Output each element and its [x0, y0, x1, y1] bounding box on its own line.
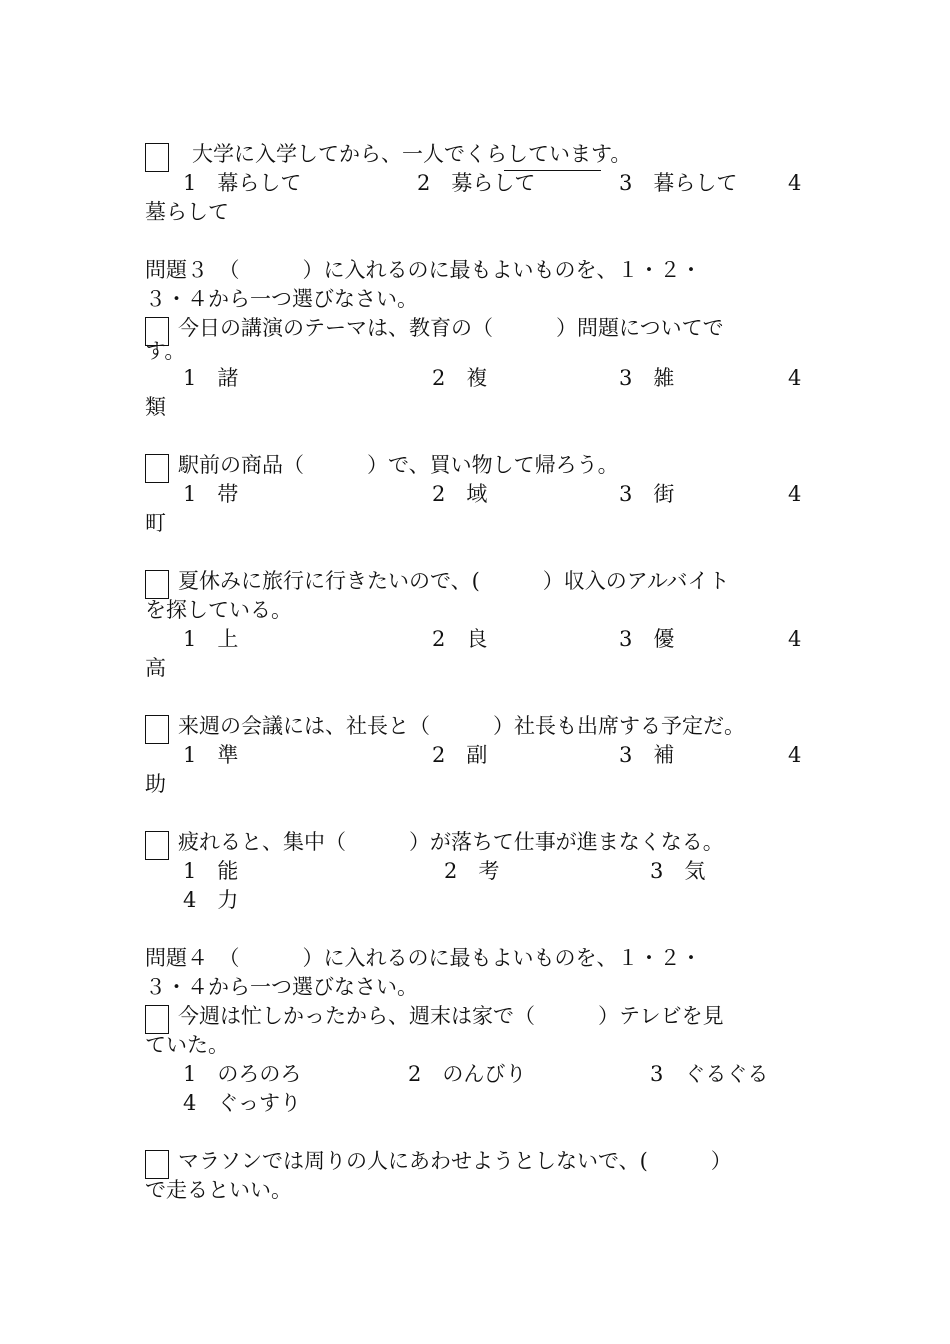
option-2[interactable]: 2 副 [432, 743, 488, 767]
section-instruction-cont: ３・４から一つ選びなさい。 [145, 975, 418, 999]
option-4-text: 墓らして [145, 200, 229, 224]
option-2[interactable]: 2 複 [432, 366, 488, 390]
option-4[interactable]: 4 [788, 482, 802, 506]
question-stem: 大学に入学してから、一人でくらしています。 [192, 142, 632, 166]
answer-checkbox[interactable] [145, 1150, 169, 1179]
question-stem: 夏休みに旅行に行きたいので、( ）収入のアルバイト [178, 569, 730, 593]
option-3[interactable]: 3 雑 [619, 366, 675, 390]
question-8 [145, 1147, 810, 1205]
option-4[interactable]: 4 [788, 743, 802, 767]
section-instruction-cont: ３・４から一つ選びなさい。 [145, 287, 418, 311]
question-stem: 今日の講演のテーマは、教育の（ ）問題についてで [178, 316, 724, 340]
option-4-text: 高 [145, 656, 166, 680]
option-1[interactable]: 1 幕らして [183, 171, 302, 195]
question-1 [145, 140, 810, 227]
answer-checkbox[interactable] [145, 143, 169, 172]
question-4 [145, 567, 810, 683]
question-stem-cont: す。 [145, 339, 186, 363]
option-4[interactable]: 4 力 [183, 888, 239, 912]
option-4-text: 町 [145, 511, 166, 535]
option-3[interactable]: 3 ぐるぐる [650, 1062, 769, 1086]
option-1[interactable]: 1 帯 [183, 482, 239, 506]
option-4[interactable]: 4 [788, 366, 802, 390]
option-4[interactable]: 4 ぐっすり [183, 1091, 301, 1115]
section-instruction: 問題４ （ ）に入れるのに最もよいものを、１・２・ [145, 946, 702, 970]
question-stem: マラソンでは周りの人にあわせようとしないで、( ） [178, 1149, 732, 1173]
question-stem-cont: で走るといい。 [145, 1178, 292, 1202]
option-3[interactable]: 3 優 [619, 627, 675, 651]
option-3[interactable]: 3 気 [650, 859, 706, 883]
question-stem-cont: ていた。 [145, 1033, 229, 1057]
option-1[interactable]: 1 上 [183, 627, 239, 651]
answer-checkbox[interactable] [145, 454, 169, 483]
option-1[interactable]: 1 のろのろ [183, 1062, 302, 1086]
option-3[interactable]: 3 暮らして [619, 171, 738, 195]
answer-checkbox[interactable] [145, 570, 169, 599]
question-2 [145, 314, 810, 422]
question-5 [145, 712, 810, 799]
answer-checkbox[interactable] [145, 715, 169, 744]
document-page [145, 140, 810, 1205]
section-3-heading [145, 256, 810, 314]
question-stem: 疲れると、集中（ ）が落ちて仕事が進まなくなる。 [178, 830, 724, 854]
question-stem: 来週の会議には、社長と（ ）社長も出席する予定だ。 [178, 714, 745, 738]
question-stem: 今週は忙しかったから、週末は家で（ ）テレビを見 [178, 1004, 724, 1028]
option-4-text: 類 [145, 395, 166, 419]
option-1[interactable]: 1 準 [183, 743, 239, 767]
option-1[interactable]: 1 能 [183, 859, 239, 883]
question-stem-cont: を探している。 [145, 598, 292, 622]
option-2[interactable]: 2 域 [432, 482, 488, 506]
question-3 [145, 451, 810, 538]
option-3[interactable]: 3 街 [619, 482, 675, 506]
question-6 [145, 828, 810, 915]
section-4-heading [145, 944, 810, 1002]
option-4-text: 助 [145, 772, 166, 796]
option-2[interactable]: 2 良 [432, 627, 488, 651]
option-4[interactable]: 4 [788, 627, 802, 651]
option-2[interactable]: 2 のんびり [408, 1062, 527, 1086]
option-2[interactable]: 2 考 [444, 859, 500, 883]
option-2[interactable]: 2 募らして [417, 171, 536, 195]
question-stem: 駅前の商品（ ）で、買い物して帰ろう。 [178, 453, 619, 477]
option-3[interactable]: 3 補 [619, 743, 675, 767]
option-4[interactable]: 4 [788, 171, 802, 195]
option-1[interactable]: 1 諸 [183, 366, 239, 390]
answer-checkbox[interactable] [145, 1005, 169, 1034]
question-7 [145, 1002, 810, 1118]
answer-checkbox[interactable] [145, 831, 169, 860]
section-instruction: 問題３ （ ）に入れるのに最もよいものを、１・２・ [145, 258, 702, 282]
